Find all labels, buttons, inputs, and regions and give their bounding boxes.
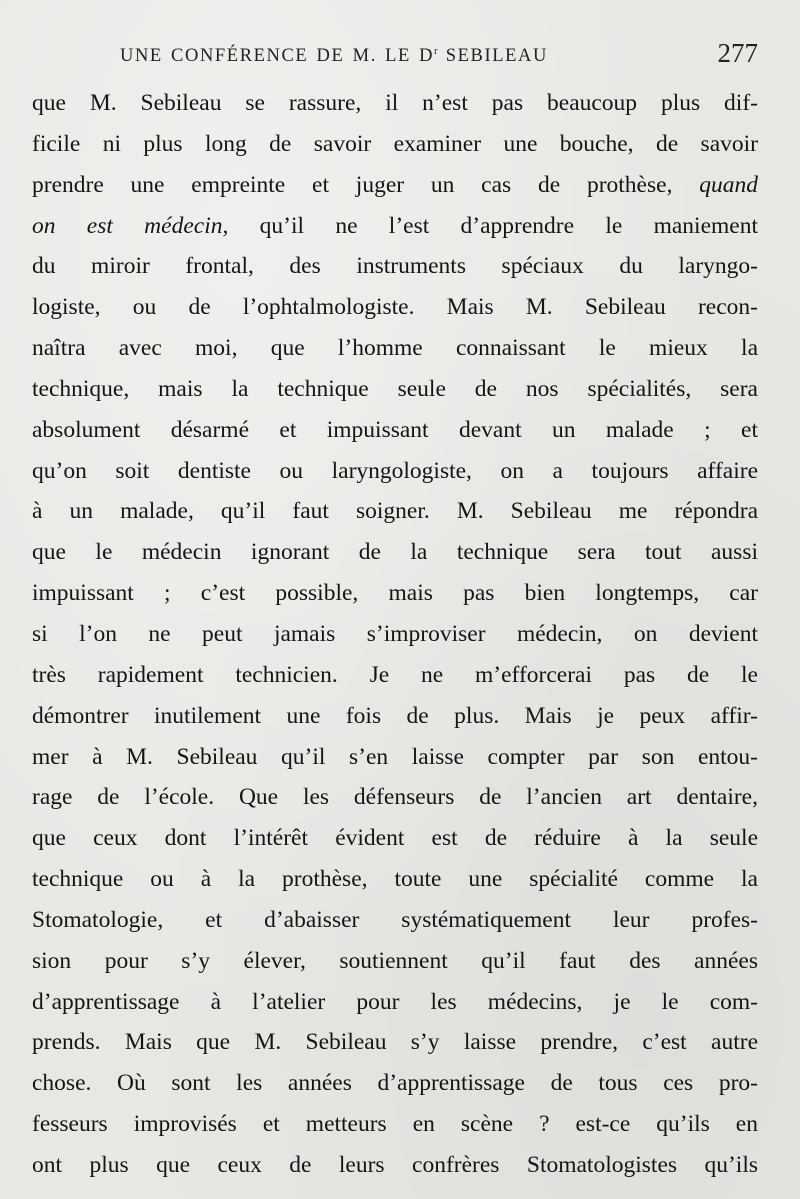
text-line: ficile ni plus long de savoir examiner une bouche, de savoir [32,130,758,157]
running-head [40,30,760,80]
text-line: mer à M. Sebileau qu’il s’en laisse compter par son entou- [32,743,758,770]
text-line: technique, mais la technique seule de nos spécialités, sera [32,375,758,402]
text-line: à un malade, qu’il faut soigner. M. Sebileau me répondra [32,498,758,525]
text-line-segment: prendre une empreinte et juger un cas de prothèse, [32,171,700,198]
text-line: qu’on soit dentiste ou laryngologiste, on a toujours affaire [32,457,758,484]
text-line [32,206,758,247]
text-line: prends. Mais que M. Sebileau s’y laisse prendre, c’est autre [32,1029,758,1056]
text-line: logiste, ou de l’ophtalmologiste. Mais M. Sebileau recon- [32,294,758,321]
running-title-superscript: r [434,46,438,57]
text-line: fesseurs improvisés et metteurs en scène ? est-ce qu’ils en [32,1111,758,1138]
text-line: sion pour s’y élever, soutiennent qu’il faut des années [32,947,758,974]
text-line: du miroir frontal, des instruments spéciaux du laryngo- [32,253,758,280]
text-line: très rapidement technicien. Je ne m’efforcerai pas de le [32,661,758,688]
italic-text: quand [699,171,758,198]
italic-text: on est médecin, [32,212,229,239]
text-line: que ceux dont l’intérêt évident est de réduire à la seule [32,825,758,852]
body-text [32,83,758,1186]
page-number: 277 [717,38,758,68]
text-line: Stomatologie, et d’abaisser systématiquement leur profes- [32,906,758,933]
text-line: si l’on ne peut jamais s’improviser médecin, on devient [32,620,758,647]
text-line: naîtra avec moi, que l’homme connaissant le mieux la [32,335,758,362]
text-line: technique ou à la prothèse, toute une spécialité comme la [32,866,758,893]
running-title-main: UNE CONFÉRENCE DE M. LE D [120,46,435,66]
text-line: rage de l’école. Que les défenseurs de l’ancien art dentaire, [32,784,758,811]
text-line: impuissant ; c’est possible, mais pas bien longtemps, car [32,580,758,607]
text-line: ont plus que ceux de leurs confrères Stomatologistes qu’ils [32,1151,758,1178]
text-line: démontrer inutilement une fois de plus. Mais je peux affir- [32,702,758,729]
text-line [32,165,758,206]
text-line: que le médecin ignorant de la technique sera tout aussi [32,539,758,566]
text-line: que M. Sebileau se rassure, il n’est pas beaucoup plus dif- [32,90,758,116]
text-line: d’apprentissage à l’atelier pour les médecins, je le com- [32,988,758,1015]
text-line-segment: qu’il ne l’est d’apprendre le maniement [228,212,758,239]
text-line: absolument désarmé et impuissant devant un malade ; et [32,416,758,443]
running-title [120,46,548,67]
text-line: chose. Où sont les années d’apprentissage de tous ces pro- [32,1070,758,1097]
running-title-end: SEBILEAU [437,46,548,66]
